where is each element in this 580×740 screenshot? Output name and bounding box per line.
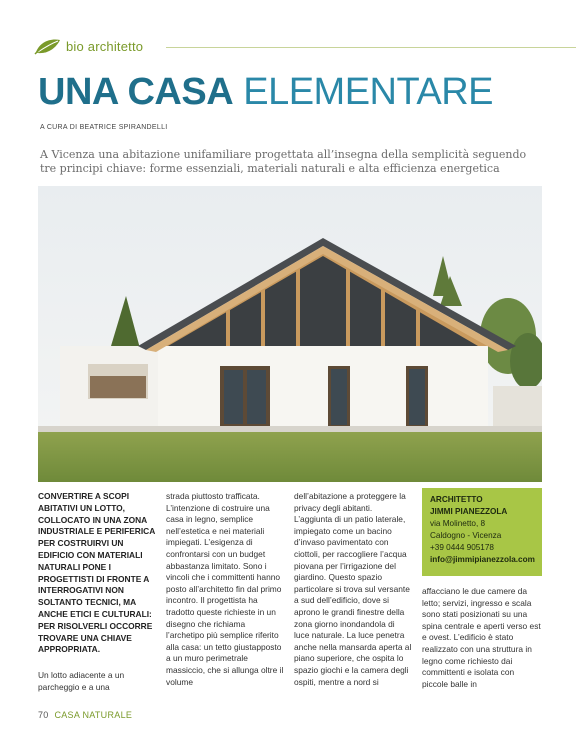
leaf-icon	[34, 36, 62, 56]
body-text: affacciano le due camere da letto; servizi, ingresso e scala sono stati posizionati su una spina centrale e aperti verso est e ovest. L’edificio è stato realizzato con una struttura in legno come richiesto dai committenti e isolata con piccole balle in	[422, 586, 541, 689]
text-column-4	[422, 586, 542, 690]
page-number: 70	[38, 710, 49, 720]
text-column-1	[38, 491, 156, 693]
magazine-name: CASA NATURALE	[54, 710, 133, 720]
body-text: dell’abitazione a proteggere la privacy degli abitanti. L’aggiunta di un patio laterale, impiegato come un bacino d’invaso pavimentato con ciottoli, per raccogliere l’acqua piovana per l’irrigazione del giardino. Questo spazio particolare si trova sul versante a sud dell’edificio, dove si aprono le grandi finestre della zona giorno inondandola di luce naturale. La luce penetra anche nella mansarda aperta al piano superiore, che ospita lo spazio giochi e la camera degli ospiti, mentre a nord si	[294, 491, 412, 687]
architect-address: via Molinetto, 8	[430, 519, 486, 528]
section-label: bio architetto	[66, 39, 144, 54]
title-light: ELEMENTARE	[243, 71, 494, 113]
architect-email[interactable]: info@jimmipianezzola.com	[430, 555, 535, 564]
title-bold: UNA CASA	[38, 71, 234, 113]
body-text: Un lotto adiacente a un parcheggio e a una	[38, 670, 125, 692]
architect-name: JIMMI PIANEZZOLA	[430, 507, 508, 516]
architect-city: Caldogno - Vicenza	[430, 531, 502, 540]
lead-paragraph: CONVERTIRE A SCOPI ABITATIVI UN LOTTO, COLLOCATO IN UNA ZONA INDUSTRIALE E PERIFERICA PER COSTRUIRVI UN EDIFICIO CON MATERIALI NATURALI PONE I PROGETTISTI DI FRONTE A INTERROGATIVI NON SOLTANTO TECNICI, MA ANCHE ETICI E CULTURALI: PER RISOLVERLI OCCORRE TROVARE UNA CHIAVE APPROPRIATA.	[38, 491, 155, 655]
architect-info-box	[422, 488, 542, 576]
section-divider	[166, 47, 576, 48]
house-photo	[38, 186, 542, 482]
byline: A CURA DI BEATRICE SPIRANDELLI	[40, 124, 168, 131]
lede	[40, 148, 540, 176]
info-label: ARCHITETTO	[430, 495, 483, 504]
page-footer	[38, 710, 132, 720]
section-header	[34, 36, 546, 56]
lede-line: tre principi chiave: forme essenziali, materiali naturali e alta efficienza energetica	[40, 162, 500, 175]
body-text: strada piuttosto trafficata. L’intenzione di costruire una casa in legno, semplice nell’estetica e nei materiali impiegati. L’esigenza di confrontarsi con un budget abbastanza limitato. Sono i vincoli che i committenti hanno posto all’architetto fin dal primo incontro. Il progettista ha tradotto queste richieste in un disegno che richiama l’archetipo più semplice riferito alla casa: un tetto giustapposto a un muro perimetrale massiccio, che si allunga oltre il volume	[166, 491, 284, 687]
lede-line: A Vicenza una abitazione unifamiliare progettata all’insegna della semplicità seguendo	[40, 148, 527, 161]
architect-phone: +39 0444 905178	[430, 543, 494, 552]
article-title	[38, 70, 493, 114]
text-column-3	[294, 491, 412, 688]
text-column-2	[166, 491, 284, 688]
